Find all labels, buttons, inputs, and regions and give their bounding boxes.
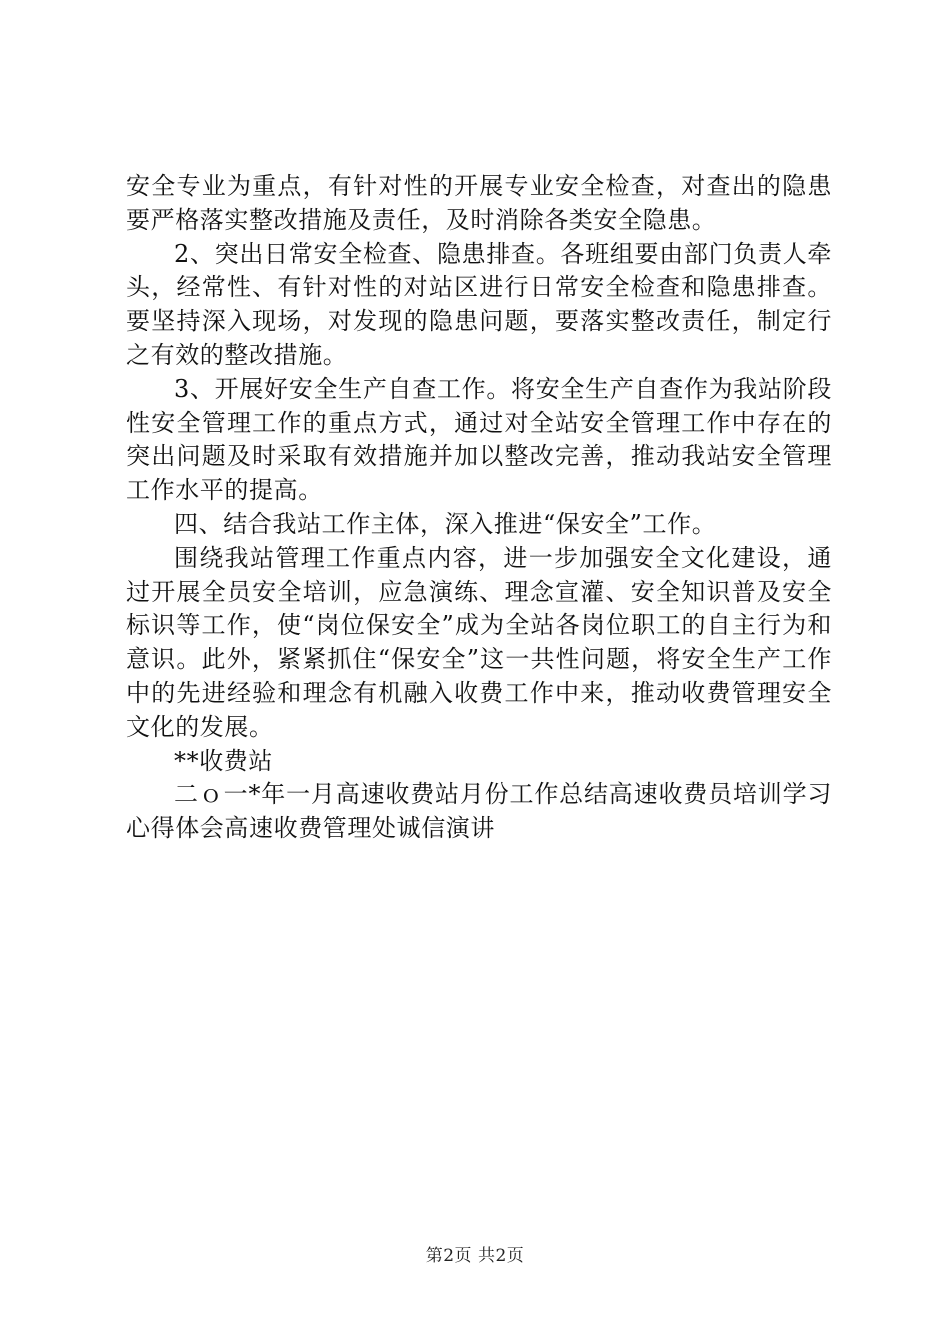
page-footer xyxy=(0,1241,950,1266)
paragraph-continuation: 安全专业为重点，有针对性的开展专业安全检查，对查出的隐患要严格落实整改措施及责任，及时消除各类安全隐患。 xyxy=(126,172,832,234)
paragraph-date-related: 二ｏ一*年一月高速收费站月份工作总结高速收费员培训学习心得体会高速收费管理处诚信演讲 xyxy=(126,780,832,843)
section-heading-4: 四、结合我站工作主体，深入推进“保安全”工作。 xyxy=(174,509,717,538)
paragraph-item-2: 2、突出日常安全检查、隐患排查。各班组要由部门负责人牵头，经常性、有针对性的对站区进行日常安全检查和隐患排查。要坚持深入现场，对发现的隐患问题，要落实整改责任，制定行之有效的整改措施。 xyxy=(126,239,832,369)
paragraph-item-3: 3、开展好安全生产自查工作。将安全生产自查作为我站阶段性安全管理工作的重点方式，通过对全站安全管理工作中存在的突出问题及时采取有效措施并加以整改完善，推动我站安全管理工作水平的提高。 xyxy=(126,374,832,505)
page-number: 第2页 共2页 xyxy=(425,1246,525,1266)
paragraph-section-4-body: 围绕我站管理工作重点内容，进一步加强安全文化建设，通过开展全员安全培训，应急演练、理念宣灌、安全知识普及安全标识等工作，使“岗位保安全”成为全站各岗位职工的自主行为和意识。此外，紧紧抓住“保安全”这一共性问题，将安全生产工作中的先进经验和理念有机融入收费工作中来，推动收费管理安全文化的发展。 xyxy=(126,543,832,741)
document-body xyxy=(126,170,832,846)
signature-station: **收费站 xyxy=(174,746,273,775)
